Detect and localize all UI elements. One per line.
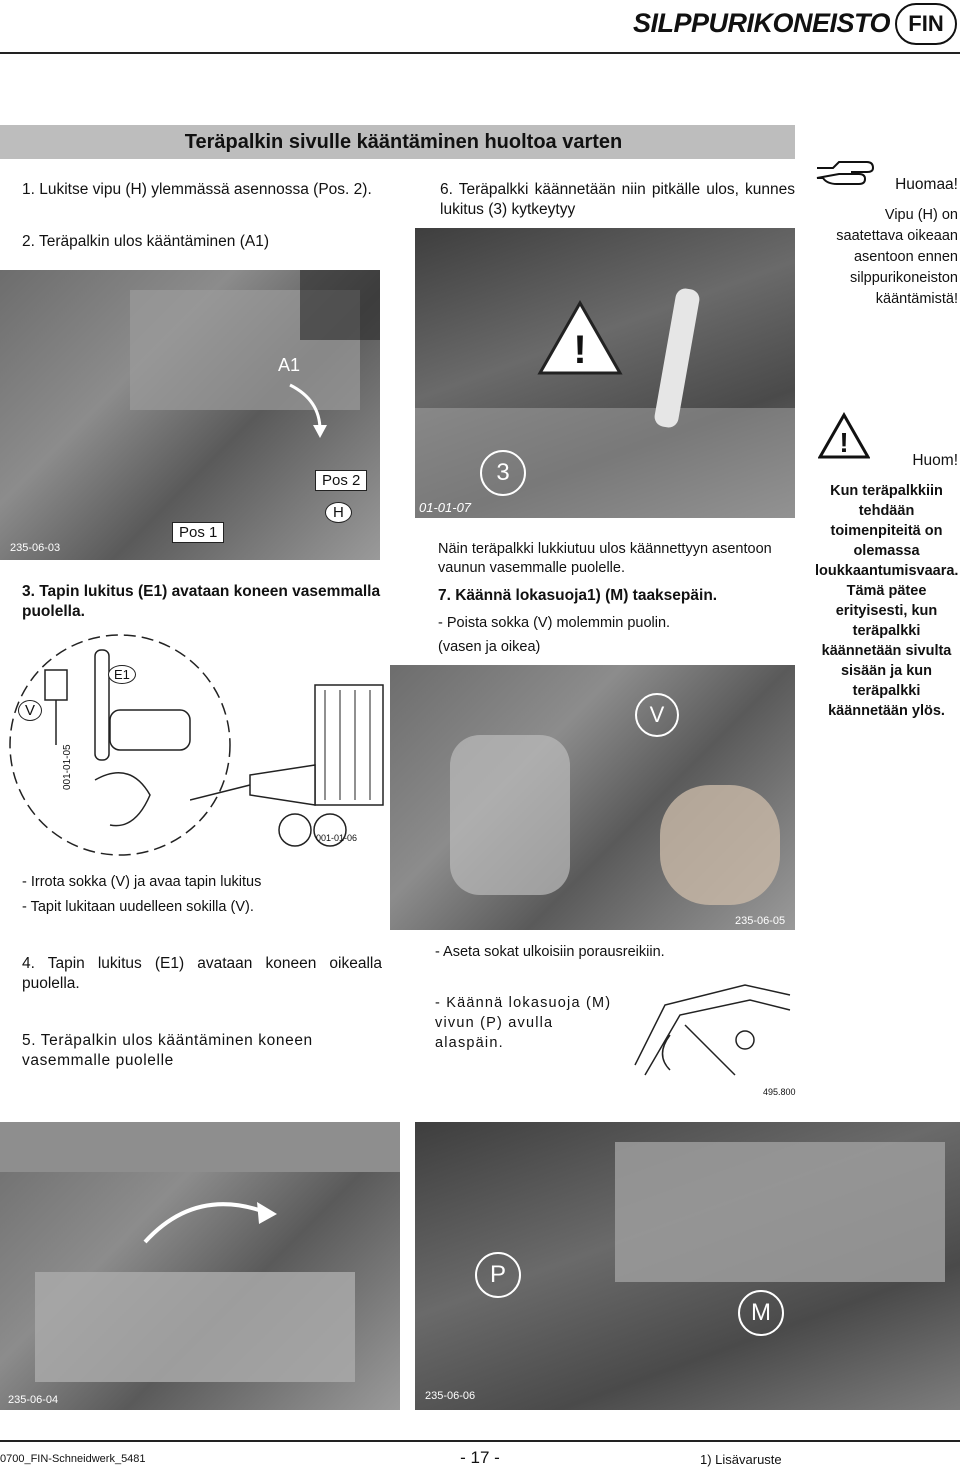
step-3: 3. Tapin lukitus (E1) avataan koneen vasemmalla puolella. <box>22 583 381 620</box>
figure-1-arrow-icon <box>280 380 340 440</box>
figure-1-photo <box>0 270 380 560</box>
figure-2-gravel-shape <box>415 408 795 518</box>
note-huom-title: Huom! <box>912 452 958 469</box>
page-number: - 17 - <box>460 1448 500 1467</box>
figure-7-arrow-icon <box>135 1182 285 1272</box>
figure-3-v-label: V <box>18 700 42 721</box>
lock-note: Näin teräpalkki lukkiutuu ulos käännettyyn asentoon vaunun vasemmalle puolelle. <box>438 541 772 576</box>
figure-7-photo <box>0 1122 400 1410</box>
section-title: Teräpalkin sivulle kääntäminen huoltoa varten <box>184 131 623 153</box>
step-5: 5. Teräpalkin ulos kääntäminen koneen vasemmalle puolelle <box>22 1032 313 1069</box>
figure-5-shaft-shape <box>450 735 570 895</box>
figure-8-m-label: M <box>738 1290 784 1336</box>
left-right-text: (vasen ja oikea) <box>438 639 541 655</box>
language-badge: FIN <box>895 3 957 45</box>
insert-pins-text: - Aseta sokat ulkoisiin porausreikiin. <box>435 944 665 960</box>
step-2: 2. Teräpalkin ulos kääntäminen (A1) <box>22 233 269 250</box>
figure-1-pos1-label: Pos 1 <box>172 522 224 543</box>
figure-5-v-label: V <box>635 693 679 737</box>
figure-6-code: 495.800 <box>763 1087 796 1097</box>
note-huomaa-title: Huomaa! <box>895 176 958 193</box>
figure-1-code: 235-06-03 <box>10 542 61 554</box>
footer-doc-code: 0700_FIN-Schneidwerk_5481 <box>0 1453 146 1465</box>
figure-8-photo <box>415 1122 960 1410</box>
figure-1-arm-shape <box>300 270 380 340</box>
figure-2-warning-icon <box>535 298 625 378</box>
note-huom-text: Kun teräpalkkiin tehdään toimenpiteitä on olemassa loukkaantumisvaara. Tämä pätee erityisesti, kun teräpalkki käännetään sivulta sisään ja kun teräpalkki käännetään ylös. <box>815 483 959 719</box>
footnote: 1) Lisävaruste <box>700 1452 782 1467</box>
figure-3-e1-label: E1 <box>108 665 136 684</box>
remove-pin-text: - Poista sokka (V) molemmin puolin. <box>438 615 671 631</box>
figure-8-code: 235-06-06 <box>425 1390 476 1402</box>
step-7: 7. Käännä lokasuoja1) (M) taaksepäin. <box>438 587 718 604</box>
figure-2-lock-label: 3 <box>480 450 526 496</box>
step-6: 6. Teräpalkki käännetään niin pitkälle ulos, kunnes lukitus (3) kytkeytyy <box>440 181 795 218</box>
figure-5-photo <box>390 665 795 930</box>
figure-8-mudguard-shape <box>615 1142 945 1282</box>
header-rule <box>0 52 960 54</box>
figure-3-code: 001-01-05 <box>62 744 73 790</box>
figure-2-photo <box>415 228 795 518</box>
figure-4-code: 001-01-06 <box>316 833 358 843</box>
pins-relocked: - Tapit lukitaan uudelleen sokilla (V). <box>22 899 254 915</box>
figure-7-code: 235-06-04 <box>8 1394 59 1406</box>
svg-text:!: ! <box>573 328 587 372</box>
figure-1-a1-label: A1 <box>278 355 301 375</box>
figure-6-drawing <box>625 965 795 1090</box>
figure-5-code: 235-06-05 <box>735 915 786 927</box>
step-4: 4. Tapin lukitus (E1) avataan koneen oikealla puolella. <box>22 955 382 992</box>
figure-7-top-shape <box>0 1122 400 1172</box>
note-huomaa-text: Vipu (H) on saatettava oikeaan asentoon ennen silppurikoneiston kääntämistä! <box>836 207 958 307</box>
remove-pin-unlock: - Irrota sokka (V) ja avaa tapin lukitus <box>22 874 262 890</box>
page-header-title: SILPPURIKONEISTO <box>632 8 890 38</box>
turn-mudguard-text: - Käännä lokasuoja (M) vivun (P) avulla alaspäin. <box>435 995 612 1051</box>
figure-2-code: 01-01-07 <box>419 500 472 515</box>
figure-7-cutter-bar-shape <box>35 1272 355 1382</box>
figure-1-pos2-label: Pos 2 <box>315 470 367 491</box>
step-1: 1. Lukitse vipu (H) ylemmässä asennossa (Pos. 2). <box>22 181 372 198</box>
svg-text:!: ! <box>839 427 849 458</box>
figure-8-p-label: P <box>475 1252 521 1298</box>
figure-4-drawing <box>190 680 390 860</box>
footer-rule <box>0 1440 960 1442</box>
figure-5-hand-shape <box>660 785 780 905</box>
figure-1-h-label: H <box>325 502 352 523</box>
